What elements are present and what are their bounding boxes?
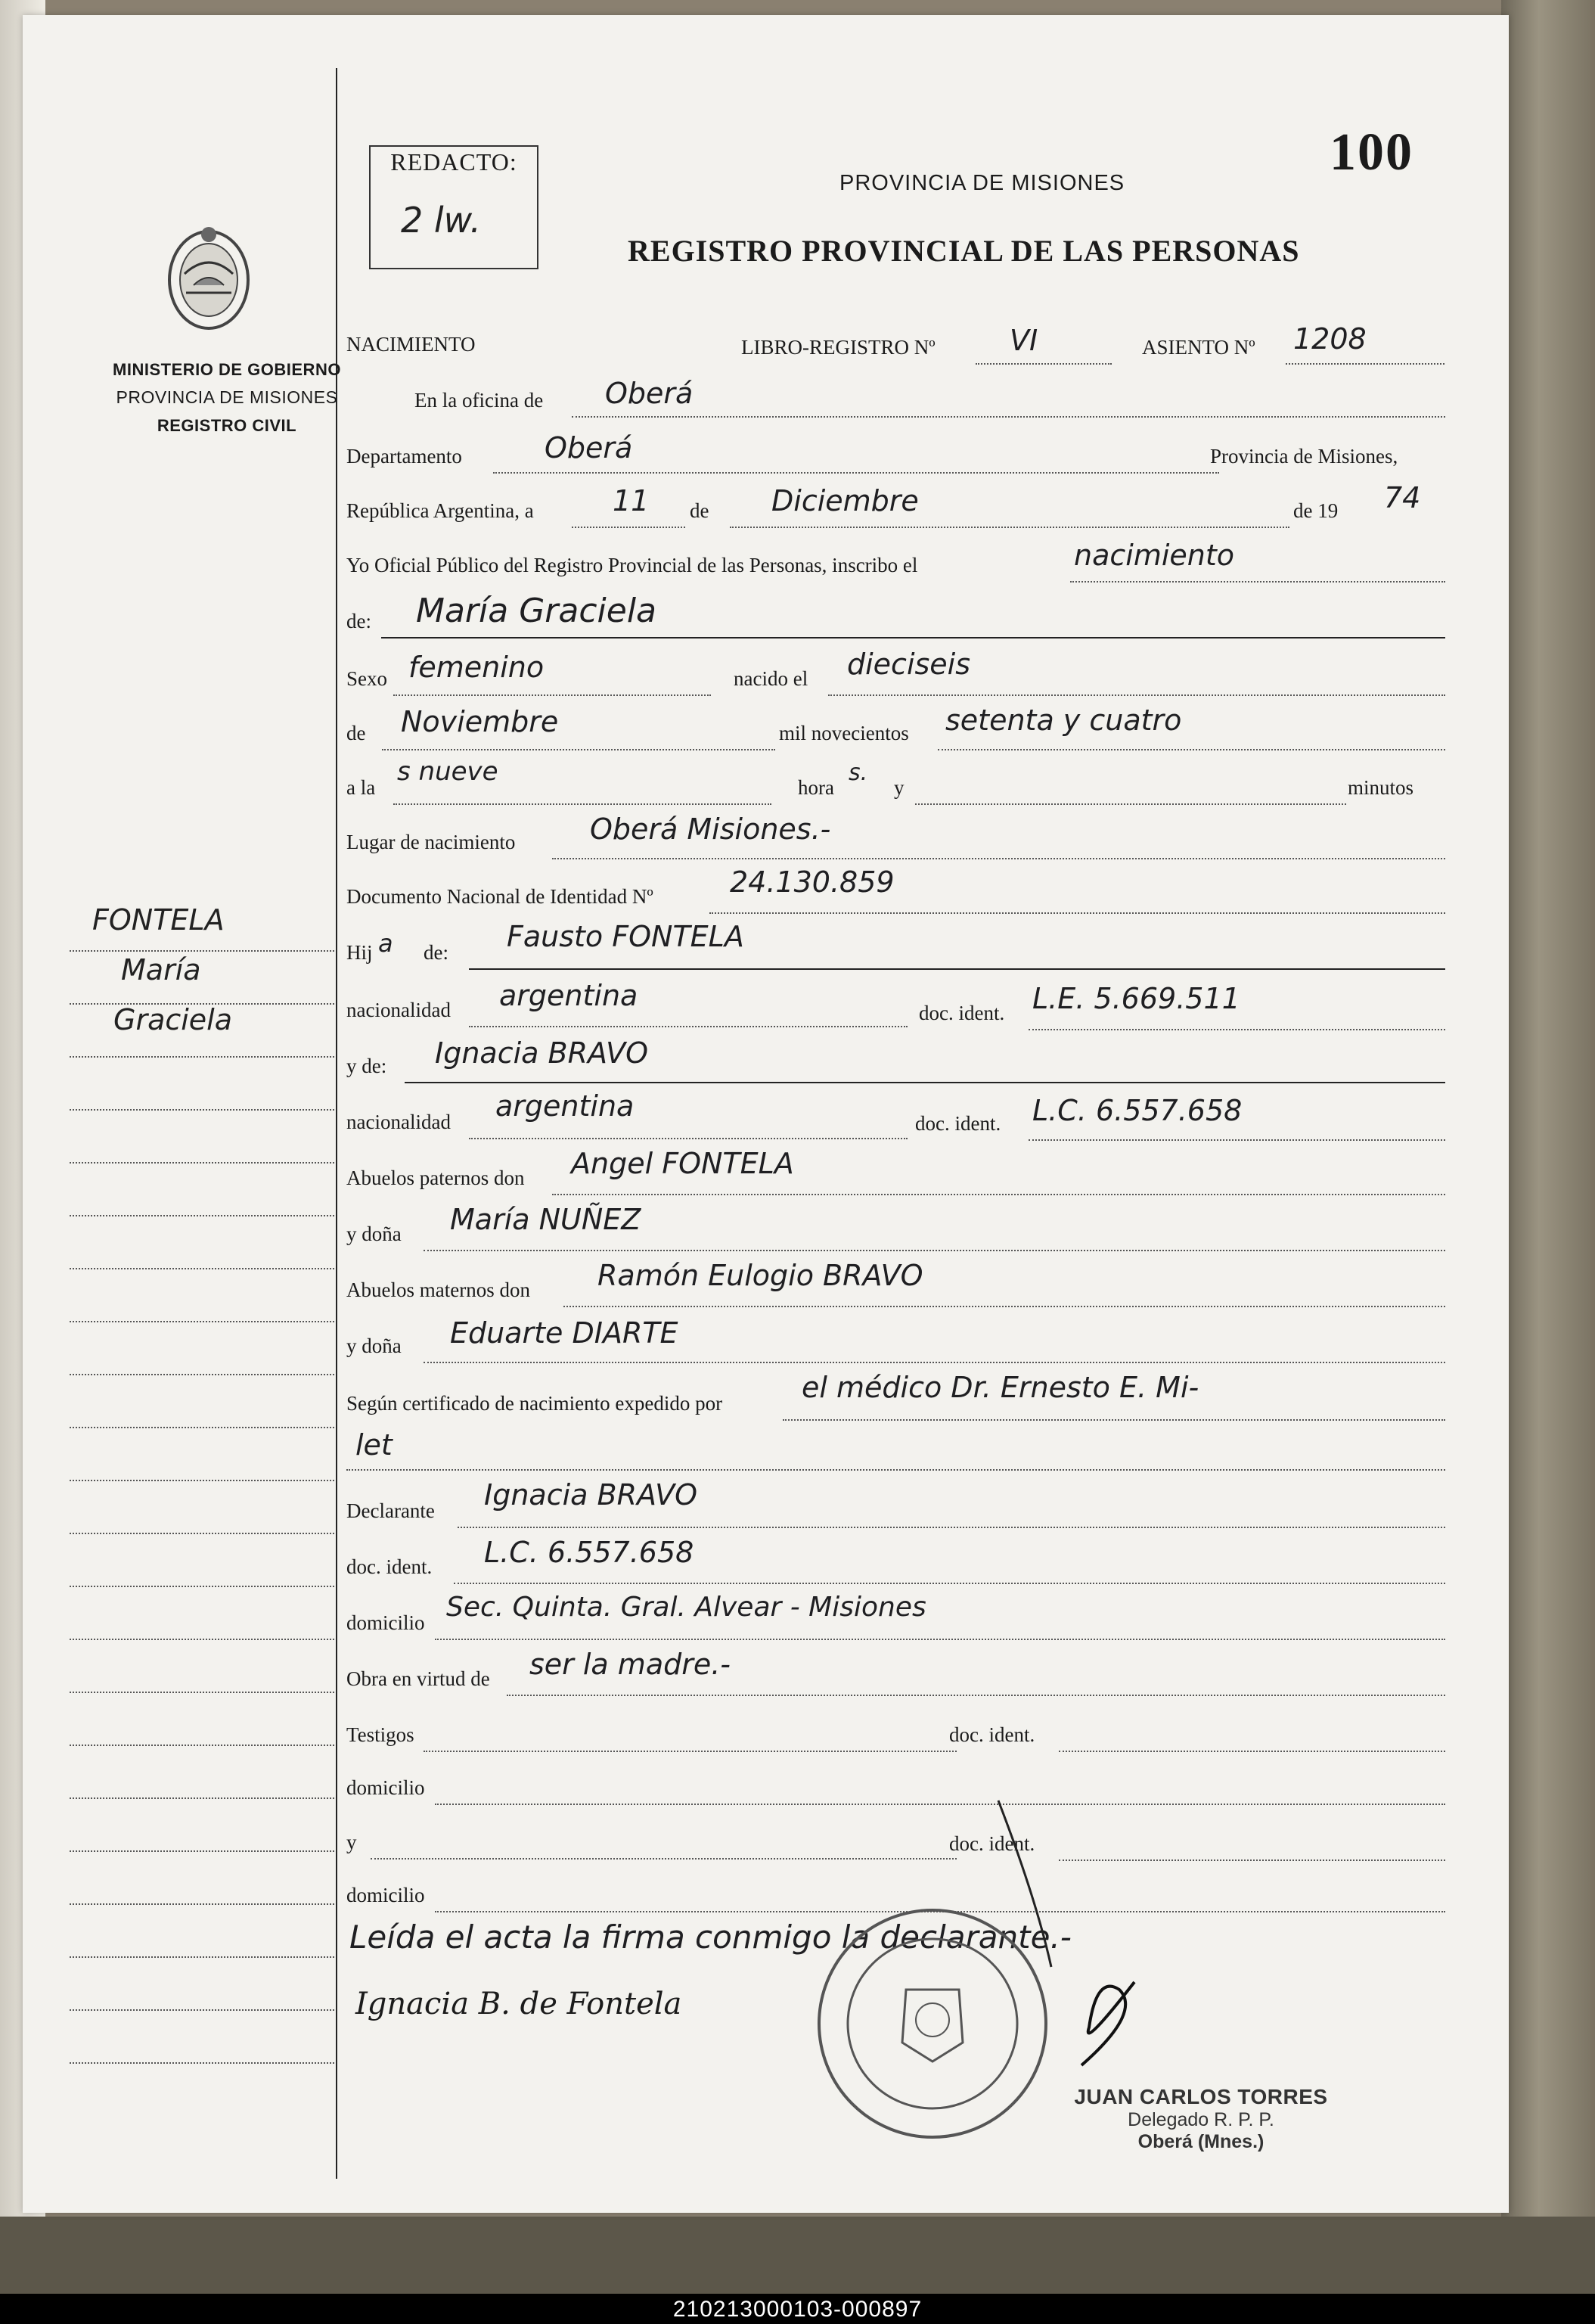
- redacto-value: 2 lw.: [401, 200, 481, 241]
- dots-testigo2: [371, 1858, 957, 1860]
- label-doc-padre: doc. ident.: [919, 1002, 1005, 1024]
- value-lugar: Oberá Misiones.-: [590, 812, 831, 846]
- ministry-name: MINISTERIO DE GOBIERNO: [113, 360, 341, 379]
- value-declarante: Ignacia BRAVO: [484, 1478, 697, 1512]
- dots-sexo: [393, 694, 711, 696]
- dots-anio-nac: [938, 749, 1445, 750]
- margin-ruled-line: [70, 1268, 334, 1269]
- value-dni: 24.130.859: [730, 865, 895, 899]
- label-de-nombre: de:: [346, 610, 371, 632]
- redacto-box: [369, 145, 538, 269]
- label-dona-paterna: y doña: [346, 1223, 402, 1245]
- value-oficina: Oberá: [605, 377, 694, 410]
- dots-minutos: [915, 803, 1346, 805]
- dots-nac1: [469, 1026, 908, 1027]
- registry-page: [23, 15, 1509, 2213]
- value-segun-2: let: [355, 1428, 393, 1462]
- label-lugar: Lugar de nacimiento: [346, 831, 516, 853]
- value-sexo: femenino: [408, 651, 545, 684]
- label-sexo: Sexo: [346, 667, 387, 690]
- label-segun: Según certificado de nacimiento expedido por: [346, 1392, 723, 1415]
- dots-dia: [572, 527, 685, 528]
- dots-doc4: [1059, 1751, 1445, 1752]
- value-anio: 74: [1384, 481, 1421, 514]
- dots-asiento: [1286, 363, 1444, 365]
- label-nacido: nacido el: [734, 667, 808, 690]
- dots-declarante: [458, 1527, 1445, 1528]
- value-dia-nac: dieciseis: [847, 648, 971, 681]
- margin-ruled-line: [70, 1109, 334, 1111]
- label-obra: Obra en virtud de: [346, 1667, 490, 1690]
- value-abuela-materna: Eduarte DIARTE: [450, 1316, 678, 1350]
- label-declarante: Declarante: [346, 1499, 435, 1522]
- label-republica: República Argentina, a: [346, 499, 534, 522]
- margin-ruled-line: [70, 1480, 334, 1481]
- margin-second-name: Graciela: [113, 1003, 233, 1036]
- margin-ruled-line: [70, 1797, 334, 1799]
- margin-ruled-line: [70, 1586, 334, 1587]
- label-libro: LIBRO-REGISTRO Nº: [741, 336, 936, 359]
- margin-ruled-line: [70, 1427, 334, 1428]
- value-domicilio: Sec. Quinta. Gral. Alvear - Misiones: [446, 1592, 926, 1623]
- label-doc-testigo: doc. ident.: [949, 1723, 1035, 1746]
- dots-doc2: [1029, 1139, 1445, 1141]
- value-mes-nac: Noviembre: [401, 705, 559, 738]
- margin-ruled-line: [70, 1162, 334, 1164]
- margin-ruled-line: [70, 1533, 334, 1534]
- margin-ruled-line: [70, 1215, 334, 1216]
- dots-dni: [709, 912, 1445, 914]
- label-y-de: y de:: [346, 1055, 387, 1077]
- dots-mes-nac: [382, 749, 775, 750]
- label-de-mes: de: [690, 499, 709, 522]
- margin-ruled-line: [70, 1056, 334, 1058]
- dots-domicilio: [435, 1639, 1445, 1640]
- official-stamp: [1057, 2085, 1345, 2153]
- label-dona-materna: y doña: [346, 1334, 402, 1357]
- value-abuela-paterna: María NUÑEZ: [450, 1203, 641, 1236]
- ministry-province: PROVINCIA DE MISIONES: [116, 387, 338, 407]
- margin-ruled-line: [70, 2062, 334, 2064]
- margin-ruled-line: [70, 1745, 334, 1746]
- value-doc-padre: L.E. 5.669.511: [1032, 982, 1240, 1015]
- closing-statement: Leída el acta la firma conmigo la declarante.-: [349, 1919, 1072, 1956]
- line-nombre: [381, 637, 1445, 638]
- margin-ruled-line: [70, 1956, 334, 1958]
- label-domicilio-testigo: domicilio: [346, 1776, 425, 1799]
- margin-surname: FONTELA: [92, 903, 225, 937]
- label-departamento: Departamento: [346, 445, 462, 468]
- folio-number: 100: [1330, 123, 1413, 182]
- margin-ruled-line: [70, 1003, 334, 1005]
- book-binding: [1501, 0, 1595, 2324]
- value-padre: Fausto FONTELA: [507, 920, 744, 953]
- value-doc-madre: L.C. 6.557.658: [1032, 1094, 1243, 1127]
- label-hora: hora: [798, 776, 834, 799]
- ministry-header: [91, 356, 363, 440]
- label-mil: mil novecientos: [779, 722, 909, 744]
- label-doc-testigo2: doc. ident.: [949, 1832, 1035, 1855]
- dots-dona2: [424, 1362, 1445, 1363]
- dots-mes: [730, 527, 1289, 528]
- scan-background: [0, 2217, 1595, 2300]
- label-nacionalidad-madre: nacionalidad: [346, 1111, 451, 1133]
- province-heading: PROVINCIA DE MISIONES: [839, 171, 1125, 195]
- label-nacionalidad-padre: nacionalidad: [346, 999, 451, 1021]
- label-y-testigo: y: [346, 1831, 357, 1853]
- label-de-mes-nac: de: [346, 722, 366, 744]
- value-hija-suffix: a: [378, 929, 393, 958]
- value-mes: Diciembre: [771, 484, 919, 517]
- dots-nac2: [469, 1138, 908, 1139]
- dots-obra: [507, 1695, 1445, 1696]
- registry-heading: REGISTRO PROVINCIAL DE LAS PERSONAS: [628, 234, 1300, 268]
- label-domicilio: domicilio: [346, 1611, 425, 1634]
- label-ala: a la: [346, 776, 376, 799]
- dots-testigos: [424, 1751, 957, 1752]
- label-hija: Hij: [346, 941, 373, 964]
- image-id: 210213000103-000897: [672, 2297, 923, 2322]
- dots-domicilio2: [435, 1804, 1445, 1805]
- value-acto: nacimiento: [1074, 539, 1235, 572]
- label-provincia: Provincia de Misiones,: [1210, 445, 1398, 468]
- margin-ruled-line: [70, 1692, 334, 1693]
- label-abuelos-paternos: Abuelos paternos don: [346, 1167, 525, 1189]
- margin-ruled-line: [70, 2009, 334, 2011]
- dots-nacido: [828, 694, 1445, 696]
- dots-departamento: [493, 472, 1219, 474]
- value-departamento: Oberá: [545, 431, 633, 464]
- official-name: JUAN CARLOS TORRES: [1074, 2085, 1328, 2108]
- label-nacimiento: NACIMIENTO: [346, 333, 476, 356]
- label-abuelos-maternos: Abuelos maternos don: [346, 1279, 530, 1301]
- value-abuelo-materno: Ramón Eulogio BRAVO: [597, 1259, 923, 1292]
- label-asiento: ASIENTO Nº: [1142, 336, 1255, 359]
- value-anio-nac: setenta y cuatro: [945, 704, 1182, 737]
- label-oficina: En la oficina de: [414, 389, 544, 412]
- ministry-civil-registry: REGISTRO CIVIL: [157, 416, 297, 435]
- value-hora: s nueve: [397, 757, 498, 787]
- official-place: Oberá (Mnes.): [1137, 2131, 1265, 2152]
- dots-dona1: [424, 1250, 1445, 1251]
- value-hora-s: s.: [849, 760, 868, 786]
- value-nacionalidad-padre: argentina: [499, 979, 638, 1012]
- value-abuelo-paterno: Angel FONTELA: [571, 1147, 794, 1180]
- label-testigos: Testigos: [346, 1723, 414, 1746]
- value-nombre: María Graciela: [416, 592, 657, 630]
- label-oficial: Yo Oficial Público del Registro Provincial de las Personas, inscribo el: [346, 554, 918, 576]
- dots-ab-mat: [563, 1306, 1445, 1307]
- value-obra: ser la madre.-: [529, 1648, 731, 1681]
- value-nacionalidad-madre: argentina: [495, 1089, 635, 1123]
- line-padre: [469, 968, 1445, 970]
- official-role: Delegado R. P. P.: [1128, 2109, 1274, 2130]
- line-madre: [405, 1082, 1445, 1083]
- dots-hora: [393, 803, 771, 805]
- value-asiento: 1208: [1293, 322, 1367, 356]
- value-madre: Ignacia BRAVO: [435, 1036, 648, 1070]
- margin-ruled-line: [70, 1903, 334, 1905]
- declarant-signature: Ignacia B. de Fontela: [355, 1987, 682, 2021]
- margin-first-name: María: [121, 953, 201, 986]
- margin-ruled-line: [70, 1850, 334, 1852]
- margin-ruled-line: [70, 1639, 334, 1640]
- label-hija-de: de:: [424, 941, 448, 964]
- label-minutos: minutos: [1348, 776, 1414, 799]
- dots-doc3: [454, 1583, 1445, 1584]
- value-libro: VI: [1010, 324, 1038, 357]
- label-y-minutos: y: [894, 776, 905, 799]
- value-dia: 11: [613, 484, 650, 517]
- dots-doc1: [1029, 1029, 1445, 1030]
- dots-oficina: [572, 416, 1445, 418]
- value-segun-1: el médico Dr. Ernesto E. Mi-: [802, 1371, 1199, 1404]
- margin-ruled-line: [70, 950, 334, 952]
- province-coat-of-arms-icon: [163, 221, 254, 334]
- redacto-label: REDACTO:: [390, 148, 517, 176]
- official-signature-stroke-icon: [991, 1793, 1142, 2080]
- value-doc-declarante: L.C. 6.557.658: [484, 1536, 694, 1569]
- margin-ruled-line: [70, 1374, 334, 1375]
- dots-segun: [783, 1419, 1445, 1421]
- dots-libro: [976, 363, 1112, 365]
- dots-segun-2: [346, 1469, 1445, 1471]
- dots-acto: [1070, 581, 1445, 583]
- dots-ab-pat: [552, 1194, 1445, 1195]
- label-dni: Documento Nacional de Identidad Nº: [346, 885, 653, 908]
- margin-ruled-line: [70, 1321, 334, 1322]
- label-de19: de 19: [1293, 499, 1339, 522]
- label-doc-declarante: doc. ident.: [346, 1555, 433, 1578]
- label-doc-madre: doc. ident.: [915, 1112, 1001, 1135]
- label-domicilio-testigo2: domicilio: [346, 1884, 425, 1906]
- dots-lugar: [552, 858, 1445, 859]
